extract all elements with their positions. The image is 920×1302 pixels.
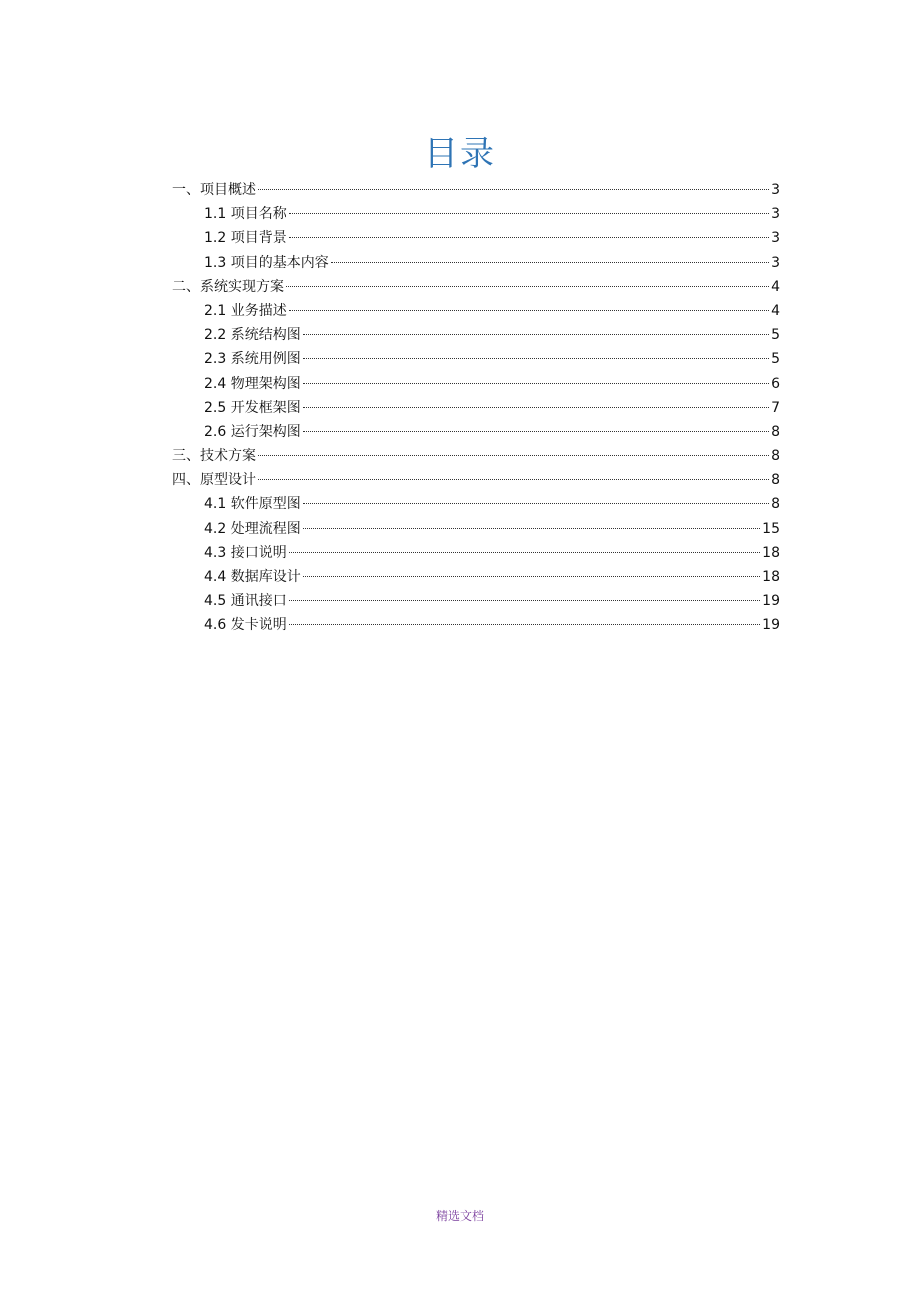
toc-page-number: 18	[762, 544, 780, 561]
toc-page-number: 5	[771, 351, 780, 368]
toc-entry-label: 4.6 发卡说明	[204, 617, 287, 634]
toc-dot-leader	[258, 454, 769, 456]
toc-entry-label: 4.2 处理流程图	[204, 520, 301, 537]
toc-entry-label: 4.5 通讯接口	[204, 593, 287, 610]
toc-entry-label: 四、原型设计	[172, 472, 256, 489]
toc-entry[interactable]	[172, 178, 780, 202]
toc-page-number: 6	[771, 375, 780, 392]
toc-entry[interactable]	[172, 420, 780, 444]
toc-entry[interactable]	[172, 347, 780, 371]
toc-page-number: 3	[771, 254, 780, 271]
toc-entry[interactable]	[172, 396, 780, 420]
toc-entry[interactable]	[172, 202, 780, 226]
toc-entry[interactable]	[172, 492, 780, 516]
toc-dot-leader	[286, 285, 769, 287]
toc-page-number: 3	[771, 182, 780, 198]
toc-entry-label: 二、系统实现方案	[172, 278, 284, 295]
toc-entry-label: 4.1 软件原型图	[204, 496, 301, 513]
toc-dot-leader	[289, 551, 760, 553]
toc-dot-leader	[303, 406, 769, 408]
toc-dot-leader	[289, 212, 769, 214]
toc-page-number: 8	[771, 448, 780, 465]
toc-page-number: 3	[771, 206, 780, 223]
toc-page-number: 4	[771, 278, 780, 295]
toc-entry-label: 2.2 系统结构图	[204, 327, 301, 344]
toc-page-number: 19	[762, 617, 780, 634]
toc-dot-leader	[289, 599, 760, 601]
toc-page-number: 19	[762, 593, 780, 610]
toc-page-number: 8	[771, 472, 780, 489]
toc-entry[interactable]	[172, 275, 780, 299]
toc-page-number: 7	[771, 399, 780, 416]
toc-dot-leader	[303, 502, 769, 504]
toc-entry[interactable]	[172, 613, 780, 637]
toc-entry[interactable]	[172, 372, 780, 396]
toc-entry[interactable]	[172, 299, 780, 323]
toc-page-number: 3	[771, 230, 780, 247]
toc-dot-leader	[303, 527, 760, 529]
toc-entry-label: 2.1 业务描述	[204, 302, 287, 319]
toc-page-number: 15	[762, 520, 780, 537]
toc-dot-leader	[303, 430, 769, 432]
toc-entry-label: 4.4 数据库设计	[204, 569, 301, 585]
toc-dot-leader	[303, 333, 769, 335]
page-footer: 精选文档	[435, 1209, 484, 1223]
toc-entry-label: 4.3 接口说明	[204, 544, 287, 561]
toc-entry-label: 2.4 物理架构图	[204, 375, 301, 392]
toc-entry[interactable]	[172, 468, 780, 492]
toc-entry[interactable]	[172, 517, 780, 541]
table-of-contents	[172, 178, 780, 638]
page-title: 目录	[424, 134, 496, 174]
toc-entry[interactable]	[172, 323, 780, 347]
toc-page-number: 8	[771, 423, 780, 440]
toc-entry[interactable]	[172, 589, 780, 613]
toc-entry[interactable]	[172, 565, 780, 589]
toc-entry[interactable]	[172, 541, 780, 565]
toc-dot-leader	[289, 309, 769, 311]
toc-dot-leader	[303, 357, 769, 359]
toc-dot-leader	[289, 623, 760, 625]
toc-entry-label: 2.6 运行架构图	[204, 423, 301, 440]
toc-entry-label: 2.5 开发框架图	[204, 399, 301, 416]
toc-entry-label: 1.1 项目名称	[204, 206, 287, 223]
toc-page-number: 8	[771, 496, 780, 513]
toc-entry-label: 一、项目概述	[172, 182, 256, 198]
toc-entry-label: 1.3 项目的基本内容	[204, 254, 329, 271]
toc-entry-label: 三、技术方案	[172, 448, 256, 465]
toc-entry[interactable]	[172, 444, 780, 468]
toc-dot-leader	[303, 382, 769, 384]
toc-entry[interactable]	[172, 251, 780, 275]
toc-page-number: 18	[762, 569, 780, 585]
toc-dot-leader	[303, 575, 760, 577]
toc-dot-leader	[289, 236, 769, 238]
toc-page-number: 5	[771, 327, 780, 344]
toc-dot-leader	[258, 188, 769, 190]
toc-entry-label: 1.2 项目背景	[204, 230, 287, 247]
toc-dot-leader	[258, 478, 769, 480]
toc-entry[interactable]	[172, 226, 780, 250]
toc-dot-leader	[331, 261, 769, 263]
toc-page-number: 4	[771, 302, 780, 319]
toc-entry-label: 2.3 系统用例图	[204, 351, 301, 368]
